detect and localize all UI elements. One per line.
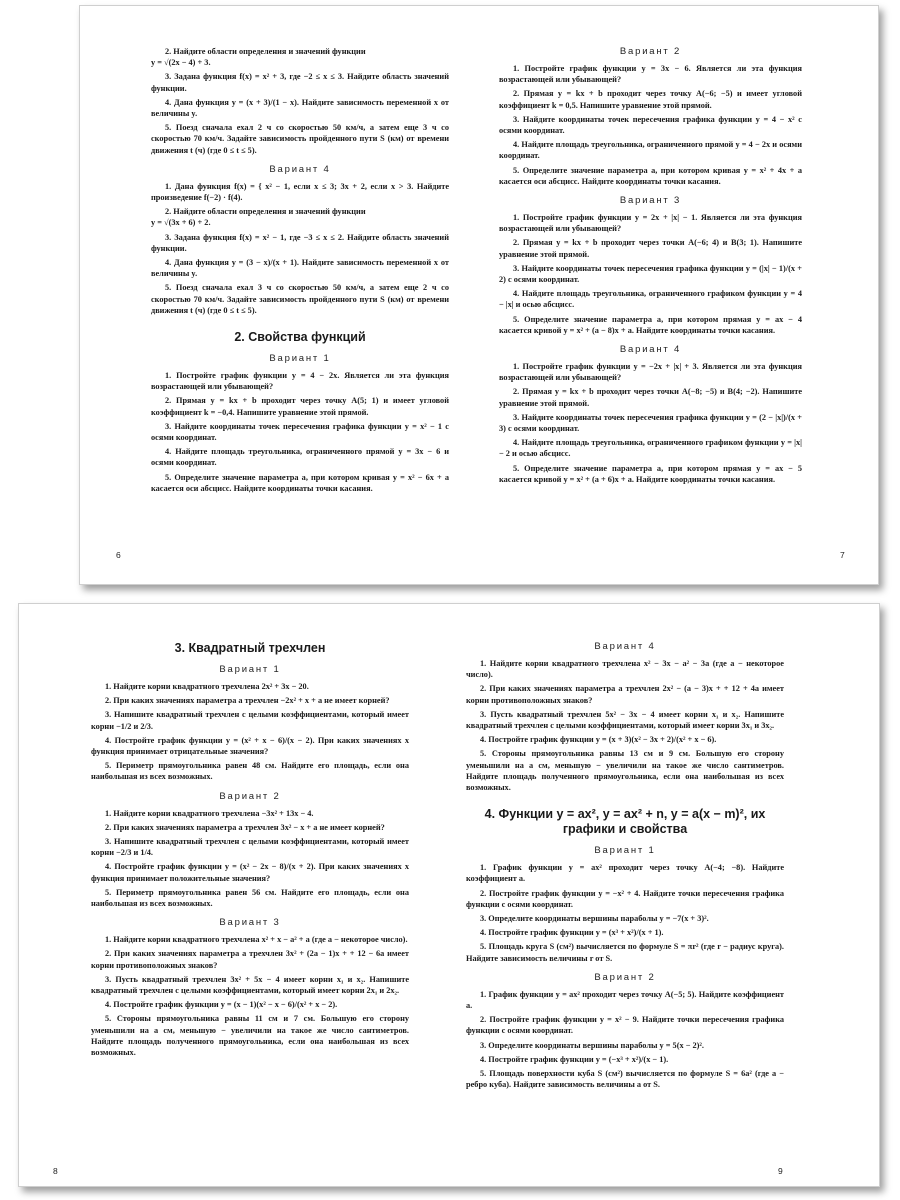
task-item: 1. Постройте график функции y = 3x − 6. Является ли эта функция возрастающей или убывающей?	[499, 64, 802, 85]
task-item: 2. При каких значениях параметра a трехчлен 3x² + (2a − 1)x + + 12 − 6a имеет корни противоположных знаков?	[91, 949, 409, 970]
task-item: 2. Прямая y = kx + b проходит через точку A(−6; −5) и имеет угловой коэффициент k = 0,5. Напишите уравнение этой прямой.	[499, 89, 802, 110]
task-item: 2. Прямая y = kx + b проходит через точки A(−8; −5) и B(4; −2). Напишите уравнение этой прямой.	[499, 387, 802, 408]
task-item: 3. Пусть квадратный трехчлен 3x² + 5x − 4 имеет корни x₁ и x₂. Напишите квадратный трехчлен с целыми коэффициентами, который имеет корни 2x₁ и 2x₂.	[91, 974, 409, 996]
task-item: 5. Определите значение параметра a, при котором прямая y = ax − 4 касается кривой y = x² + (a − 8)x + a. Найдите координаты точки касания.	[499, 314, 802, 335]
page-6	[151, 46, 449, 584]
task-item: 2. Постройте график функции y = −x² + 4. Найдите точки пересечения графика функции с осями координат.	[466, 888, 784, 909]
variant-heading: Вариант 1	[594, 845, 656, 857]
task-item: 4. Дана функция y = (3 − x)/(x + 1). Найдите зависимость переменной x от величины y.	[151, 258, 449, 279]
variant-heading: Вариант 4	[269, 163, 331, 175]
task-item: 5. Определите значение параметра a, при котором прямая y = ax − 5 касается кривой y = x² + (a + 6)x + a. Найдите координаты точки касания.	[499, 463, 802, 484]
task-item: 3. Пусть квадратный трехчлен 5x² − 3x − 4 имеет корни x₁ и x₂. Напишите квадратный трехчлен с целыми коэффициентами, который имеет корни 3x₁ и 3x₂.	[466, 709, 784, 731]
task-item: 3. Найдите координаты точек пересечения графика функции y = 4 − x² с осями координат.	[499, 114, 802, 136]
variant-heading: Вариант 4	[619, 344, 682, 356]
task-item: 1. Постройте график функции y = 4 − 2x. Является ли эта функция возрастающей или убывающей?	[151, 371, 449, 392]
task-item: 3. Определите координаты вершины параболы y = 5(x − 2)².	[480, 1040, 704, 1050]
variant-heading: Вариант 1	[269, 353, 331, 365]
book-spread-pages-8-9	[18, 603, 880, 1187]
task-item: 4. Найдите площадь треугольника, ограниченного графиком функции y = |x| − 2 и осью абсцисс.	[499, 438, 802, 459]
task-item: 1. График функции y = ax² проходит через точку A(−5; 5). Найдите коэффициент a.	[466, 989, 784, 1011]
task-item: 4. Найдите площадь треугольника, ограниченного прямой y = 4 − 2x и осями координат.	[499, 140, 802, 161]
section-title: 3. Квадратный трехчлен	[174, 641, 326, 655]
variant-heading: Вариант 3	[219, 917, 281, 929]
task-item: 4. Постройте график функции y = (−x³ + x²)/(x − 1).	[480, 1054, 669, 1064]
task-item: 2. Найдите области определения и значений функции y = √(3x + 6) + 2.	[151, 207, 366, 228]
variant-heading: Вариант 3	[619, 195, 682, 207]
page-number-9: 9	[778, 1166, 783, 1176]
task-item: 5. Поезд сначала ехал 3 ч со скоростью 50 км/ч, а затем еще 2 ч со скоростью 70 км/ч. Задайте зависимость пройденного пути S (км) от времени движения t (ч) (где 0 ≤ t ≤ 5).	[151, 283, 449, 315]
task-item: 2. Найдите области определения и значений функции y = √(2x − 4) + 3.	[151, 47, 366, 68]
task-item: 4. Постройте график функции y = (x + 3)(x² − 3x + 2)/(x² + x − 6).	[480, 735, 717, 745]
task-item: 5. Периметр прямоугольника равен 56 см. Найдите его площадь, если она наибольшая из всех возможных.	[91, 887, 409, 909]
task-item: 2. При каких значениях параметра a трехчлен 3x² − x + a не имеет корней?	[105, 822, 385, 832]
task-item: 1. Постройте график функции y = 2x + |x| − 1. Является ли эта функция возрастающей или убывающей?	[499, 213, 802, 234]
task-item: 1. Найдите корни квадратного трехчлена x² + x − a² + a (где a − некоторое число).	[105, 935, 408, 945]
task-item: 3. Напишите квадратный трехчлен с целыми коэффициентами, который имеет корни −2/3 и 1/4.	[91, 837, 409, 858]
task-item: 4. Постройте график функции y = (x² − 2x − 8)/(x + 2). При каких значениях x функция принимает положительные значения?	[91, 862, 409, 883]
task-item: 4. Постройте график функции y = (x² + x − 6)/(x − 2). При каких значениях x функция принимает отрицательные значения?	[91, 735, 409, 757]
task-item: 5. Стороны прямоугольника равны 13 см и 9 см. Большую его сторону уменьшили на a см, меньшую − увеличили на такое же число сантиметров. Найдите площадь полученного прямоугольника, если она наибольшая из всех возможных.	[466, 749, 784, 793]
task-item: 5. Поезд сначала ехал 2 ч со скоростью 50 км/ч, а затем еще 3 ч со скоростью 70 км/ч. Задайте зависимость пройденного пути S (км) от времени движения t (ч) (где 0 ≤ t ≤ 5).	[151, 123, 449, 155]
task-item: 5. Площадь поверхности куба S (см²) вычисляется по формуле S = 6a² (где a − ребро куба). Найдите зависимость величины a от S.	[466, 1069, 784, 1090]
task-item: 4. Постройте график функции y = (x³ + x²)/(x + 1).	[480, 928, 664, 938]
task-item: 3. Напишите квадратный трехчлен с целыми коэффициентами, который имеет корни −1/2 и 2/3.	[91, 710, 409, 731]
task-item: 4. Постройте график функции y = (x − 1)(x² − x − 6)/(x² + x − 2).	[105, 1000, 338, 1010]
variant-heading: Вариант 2	[594, 971, 656, 983]
variant-heading: Вариант 2	[619, 46, 682, 57]
page-9	[466, 641, 784, 1186]
task-item: 3. Определите координаты вершины параболы y = −7(x + 3)².	[480, 914, 709, 924]
task-item: 1. График функции y = ax² проходит через точку A(−4; −8). Найдите коэффициент a.	[466, 863, 784, 884]
task-item: 5. Площадь круга S (см²) вычисляется по формуле S = πr² (где r − радиус круга). Найдите зависимость величины r от S.	[466, 942, 784, 963]
task-item: 4. Дана функция y = (x + 3)/(1 − x). Найдите зависимость переменной x от величины y.	[151, 97, 449, 119]
variant-heading: Вариант 1	[219, 664, 281, 675]
task-item: 4. Найдите площадь треугольника, ограниченного графиком функции y = 4 − |x| и осью абсцисс.	[499, 289, 802, 310]
task-item: 5. Определите значение параметра a, при котором кривая y = x² − 6x + a касается оси абсцисс. Найдите координаты точки касания.	[151, 472, 449, 493]
section-title: 4. Функции y = ax², y = ax² + n, y = a(x − m)², их графики и свойства	[484, 807, 766, 837]
task-item: 1. Найдите корни квадратного трехчлена 2x² + 3x − 20.	[105, 682, 309, 691]
task-item: 2. При каких значениях параметра a трехчлен 2x² − (a − 3)x + + 12 + 4a имеет корни противоположных знаков?	[466, 684, 784, 705]
task-item: 1. Найдите корни квадратного трехчлена −3x² + 13x − 4.	[105, 808, 314, 818]
page-number-7: 7	[840, 550, 845, 560]
task-item: 1. Дана функция f(x) = { x² − 1, если x ≤ 3; 3x + 2, если x > 3. Найдите произведение f(−2) · f(4).	[151, 181, 449, 203]
task-item: 3. Найдите координаты точек пересечения графика функции y = (|x| − 1)/(x + 2) с осями координат.	[499, 263, 802, 285]
task-item: 3. Найдите координаты точек пересечения графика функции y = (2 − |x|)/(x + 3) с осями координат.	[499, 412, 802, 434]
task-item: 3. Задана функция f(x) = x² + 3, где −2 ≤ x ≤ 3. Найдите область значений функции.	[151, 72, 449, 93]
task-item: 5. Стороны прямоугольника равны 11 см и 7 см. Большую его сторону уменьшили на a см, меньшую − увеличили на такое же число сантиметров. Найдите площадь полученного прямоугольника, если она наибольшая из всех возможных.	[91, 1014, 409, 1058]
page-7	[499, 46, 802, 584]
task-item: 2. Прямая y = kx + b проходит через точки A(−6; 4) и B(3; 1). Напишите уравнение этой прямой.	[499, 238, 802, 259]
task-item: 2. Постройте график функции y = x² − 9. Найдите точки пересечения графика функции с осями координат.	[466, 1015, 784, 1036]
task-item: 3. Найдите координаты точек пересечения графика функции y = x² − 1 с осями координат.	[151, 421, 449, 443]
page-number-8: 8	[53, 1166, 58, 1176]
book-spread-pages-6-7	[79, 5, 879, 585]
task-item: 2. Прямая y = kx + b проходит через точку A(5; 1) и имеет угловой коэффициент k = −0,4. Напишите уравнение этой прямой.	[151, 396, 449, 417]
variant-heading: Вариант 4	[594, 641, 656, 652]
task-item: 4. Найдите площадь треугольника, ограниченного прямой y = 3x − 6 и осями координат.	[151, 447, 449, 468]
page-number-6: 6	[116, 550, 121, 560]
task-item: 5. Определите значение параметра a, при котором кривая y = x² + 4x + a касается оси абсцисс. Найдите координаты точки касания.	[499, 165, 802, 186]
task-item: 2. При каких значениях параметра a трехчлен −2x² + x + a не имеет корней?	[105, 696, 390, 706]
task-item: 1. Постройте график функции y = −2x + |x| + 3. Является ли эта функция возрастающей или убывающей?	[499, 362, 802, 383]
variant-heading: Вариант 2	[219, 790, 281, 802]
task-item: 5. Периметр прямоугольника равен 48 см. Найдите его площадь, если она наибольшая из всех возможных.	[91, 761, 409, 782]
task-item: 3. Задана функция f(x) = x² − 1, где −3 ≤ x ≤ 2. Найдите область значений функции.	[151, 232, 449, 253]
page-8	[91, 641, 409, 1186]
task-item: 1. Найдите корни квадратного трехчлена x² − 3x − a² − 3a (где a − некоторое число).	[466, 659, 784, 680]
section-title: 2. Свойства функций	[234, 330, 366, 345]
